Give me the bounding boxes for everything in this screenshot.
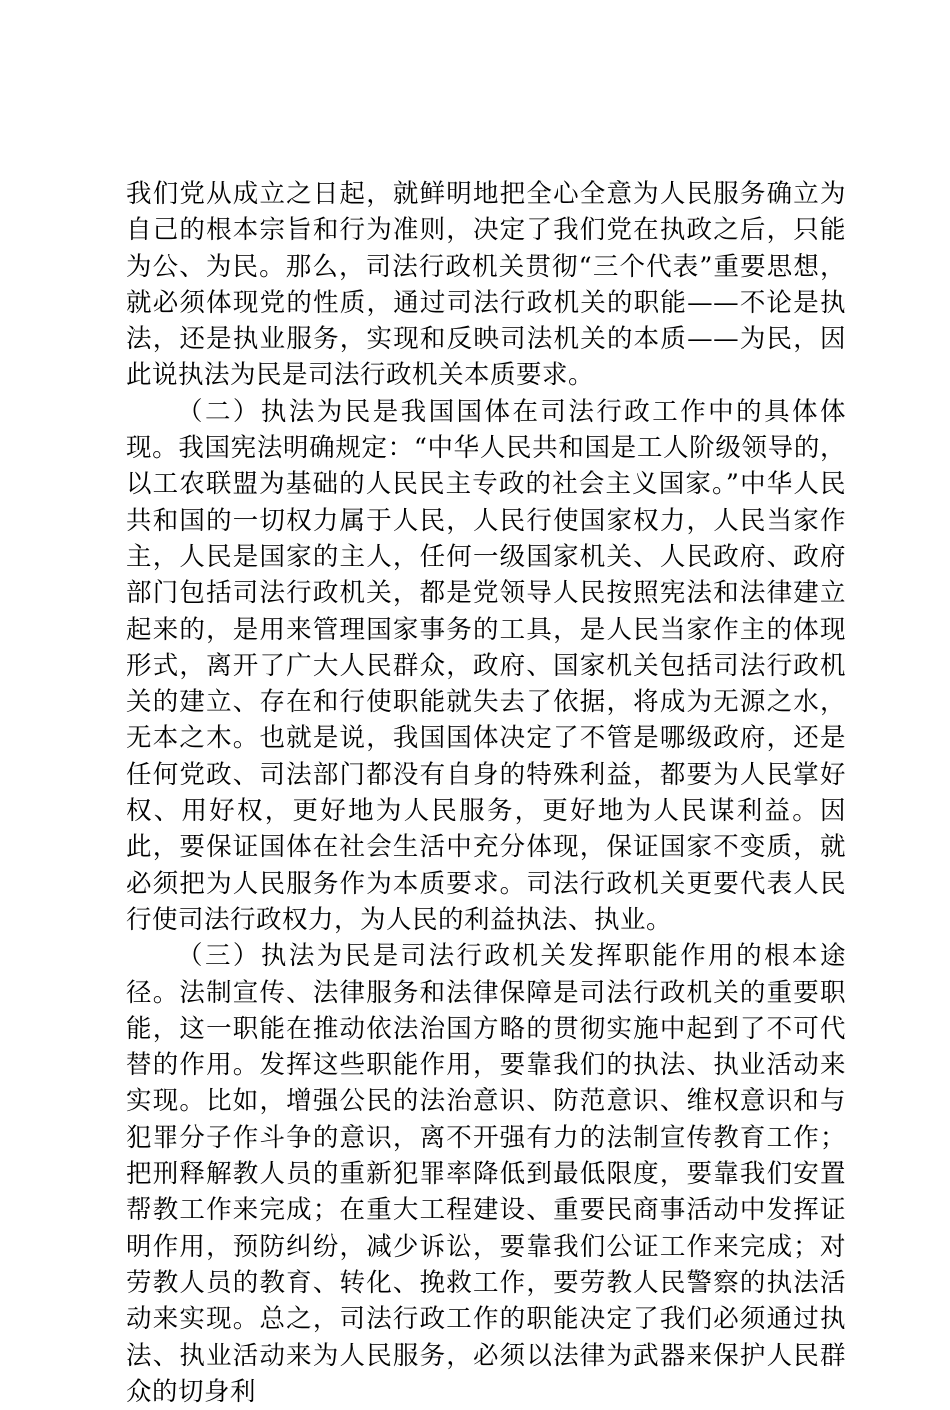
paragraph-3: （三）执法为民是司法行政机关发挥职能作用的根本途径。法制宣传、法律服务和法律保障是司法行政机关的重要职能，这一职能在推动依法治国方略的贯彻实施中起到了不可代替的作用。发挥这些职能作用，要靠我们的执法、执业活动来实现。比如，增强公民的法治意识、防范意识、维权意识和与犯罪分子作斗争的意识，离不开强有力的法制宣传教育工作；把刑释解教人员的重新犯罪率降低到最低限度，要靠我们安置帮教工作来完成；在重大工程建设、重要民商事活动中发挥证明作用，预防纠纷，减少诉讼，要靠我们公证工作来完成；对劳教人员的教育、转化、挽救工作，要劳教人民警察的执法活动来实现。总之，司法行政工作的职能决定了我们必须通过执法、执业活动来为人民服务，必须以法律为武器来保护人民群众的切身利 bbox=[126, 941, 846, 1407]
paragraph-1: 我们党从成立之日起，就鲜明地把全心全意为人民服务确立为自己的根本宗旨和行为准则，决定了我们党在执政之后，只能为公、为民。那么，司法行政机关贯彻“三个代表”重要思想，就必须体现党的性质，通过司法行政机关的职能——不论是执法，还是执业服务，实现和反映司法机关的本质——为民，因此说执法为民是司法行政机关本质要求。 bbox=[126, 179, 846, 391]
document-body bbox=[126, 176, 846, 1410]
paragraph-2: （二）执法为民是我国国体在司法行政工作中的具体体现。我国宪法明确规定：“中华人民共和国是工人阶级领导的，以工农联盟为基础的人民民主专政的社会主义国家。”中华人民共和国的一切权力属于人民，人民行使国家权力，人民当家作主，人民是国家的主人，任何一级国家机关、人民政府、政府部门包括司法行政机关，都是党领导人民按照宪法和法律建立起来的，是用来管理国家事务的工具，是人民当家作主的体现形式，离开了广大人民群众，政府、国家机关包括司法行政机关的建立、存在和行使职能就失去了依据，将成为无源之水，无本之木。也就是说，我国国体决定了不管是哪级政府，还是任何党政、司法部门都没有自身的特殊利益，都要为人民掌好权、用好权，更好地为人民服务，更好地为人民谋利益。因此，要保证国体在社会生活中充分体现，保证国家不变质，就必须把为人民服务作为本质要求。司法行政机关更要代表人民行使司法行政权力，为人民的利益执法、执业。 bbox=[126, 396, 846, 935]
